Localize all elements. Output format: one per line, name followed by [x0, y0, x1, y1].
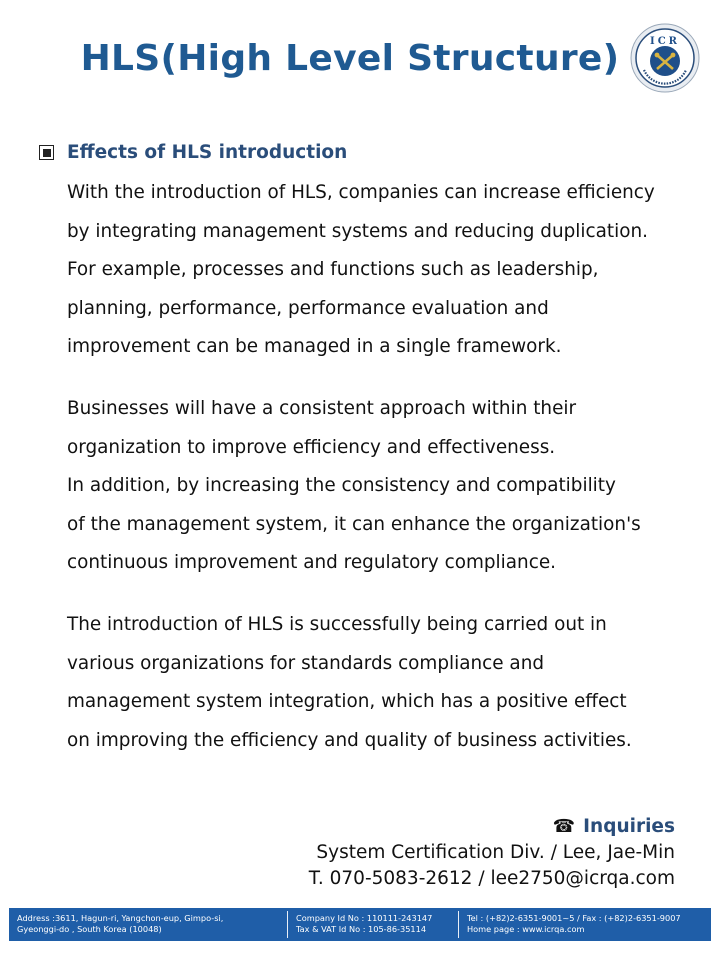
- section-heading-text: Effects of HLS introduction: [67, 142, 348, 163]
- footer-contact: [459, 908, 711, 941]
- telephone-icon: ☎: [552, 816, 576, 837]
- footer-company-line: Tax & VAT Id No : 105-86-35114: [296, 924, 427, 934]
- paragraph-line: management system integration, which has a positive effect: [67, 691, 627, 713]
- paragraph-line: planning, performance, performance evaluation and: [67, 297, 549, 319]
- paragraph-line: of the management system, it can enhance the organization's: [67, 513, 641, 535]
- paragraph-1: [67, 174, 707, 367]
- footer-company-line: Company Id No : 110111-243147: [296, 913, 433, 923]
- paragraph-line: by integrating management systems and reducing duplication.: [67, 220, 648, 242]
- inquiry-contact: System Certification Div. / Lee, Jae-Min: [316, 842, 675, 863]
- inquiry-heading: [309, 814, 675, 840]
- footer-company-ids: [288, 908, 458, 941]
- icr-logo: [630, 23, 700, 93]
- checkbox-square-icon: [39, 145, 54, 160]
- footer-address: [9, 908, 287, 941]
- paragraph-2: [67, 390, 707, 583]
- paragraph-line: continuous improvement and regulatory compliance.: [67, 552, 556, 574]
- logo-text: ICR: [650, 36, 680, 47]
- paragraph-line: on improving the efficiency and quality of business activities.: [67, 729, 632, 751]
- paragraph-3: [67, 606, 707, 760]
- footer-homepage: Home page : www.icrqa.com: [467, 924, 585, 934]
- footer-address-line: Gyeonggi-do , South Korea (10048): [17, 924, 162, 934]
- footer-address-line: Address :3611, Hagun-ri, Yangchon-eup, Gimpo-si,: [17, 913, 224, 923]
- paragraph-line: In addition, by increasing the consistency and compatibility: [67, 475, 616, 497]
- paragraph-line: The introduction of HLS is successfully being carried out in: [67, 614, 607, 635]
- paragraph-line: Businesses will have a consistent approach within their: [67, 398, 577, 419]
- footer-contact-line: Tel : (+82)2-6351-9001~5 / Fax : (+82)2-6351-9007: [467, 913, 681, 923]
- footer-divider: [458, 911, 459, 938]
- paragraph-line: various organizations for standards compliance and: [67, 652, 545, 674]
- footer-bar: [9, 908, 711, 941]
- footer-divider: [287, 911, 288, 938]
- inquiry-phone-email: T. 070-5083-2612 / lee2750@icrqa.com: [308, 868, 675, 889]
- paragraph-line: improvement can be managed in a single framework.: [67, 336, 562, 358]
- inquiry-block: [309, 814, 675, 892]
- paragraph-line: For example, processes and functions such as leadership,: [67, 259, 599, 281]
- paragraph-line: organization to improve efficiency and effectiveness.: [67, 436, 556, 458]
- section-heading: [39, 142, 347, 163]
- page-title: HLS(High Level Structure): [80, 38, 620, 79]
- inquiry-heading-text: Inquiries: [583, 816, 675, 837]
- paragraph-line: With the introduction of HLS, companies can increase efficiency: [67, 182, 655, 203]
